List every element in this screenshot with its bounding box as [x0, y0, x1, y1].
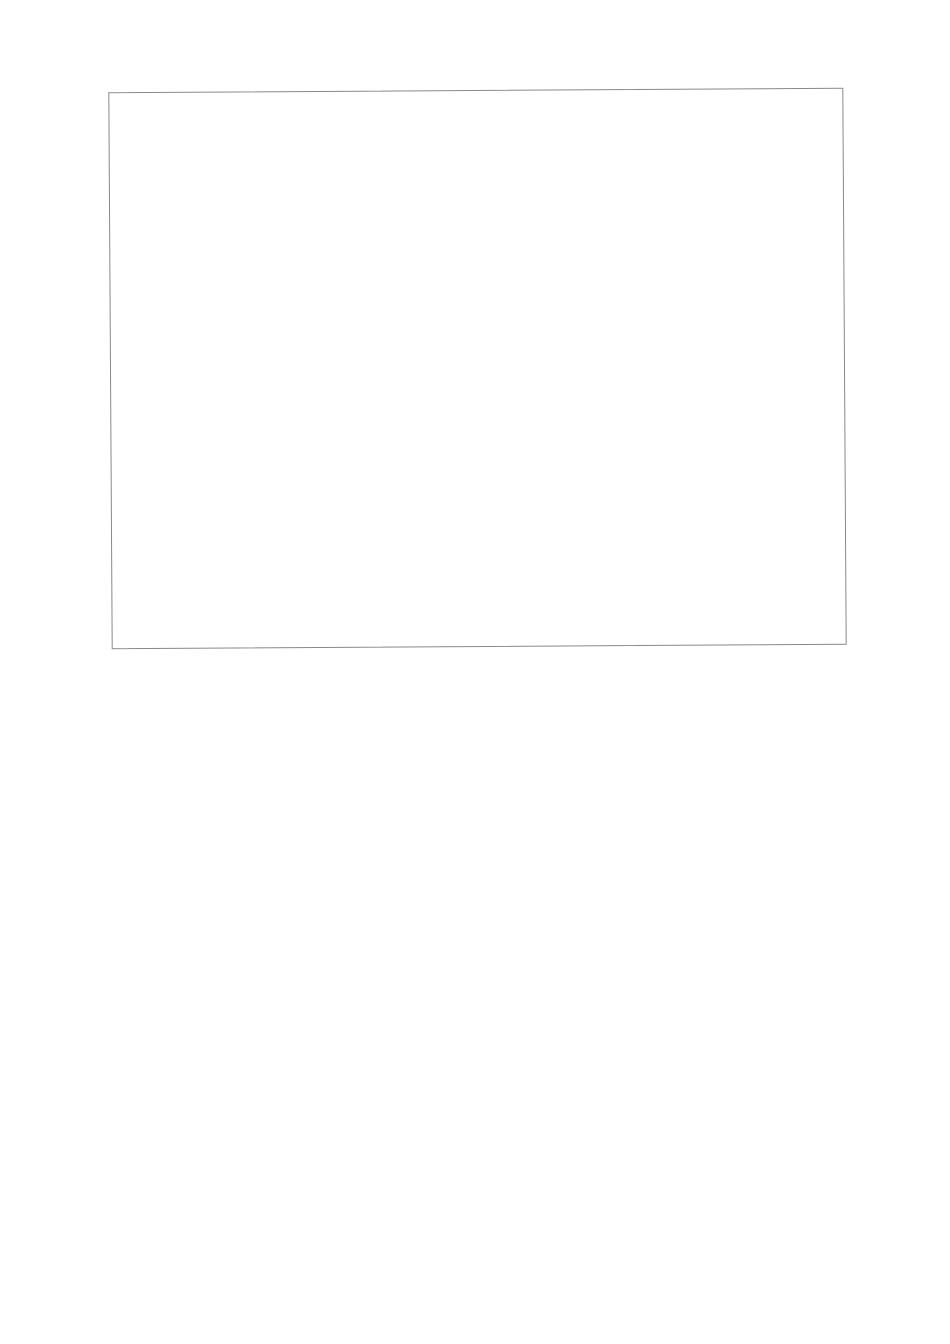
- quote-2-english: [287, 395, 659, 397]
- paragraph-4: [116, 1030, 834, 1056]
- paragraph-2: [116, 826, 834, 852]
- card-title: [110, 191, 843, 195]
- paragraph-1: [116, 750, 834, 776]
- paragraph-3: [116, 922, 834, 950]
- quote-card: [108, 88, 846, 649]
